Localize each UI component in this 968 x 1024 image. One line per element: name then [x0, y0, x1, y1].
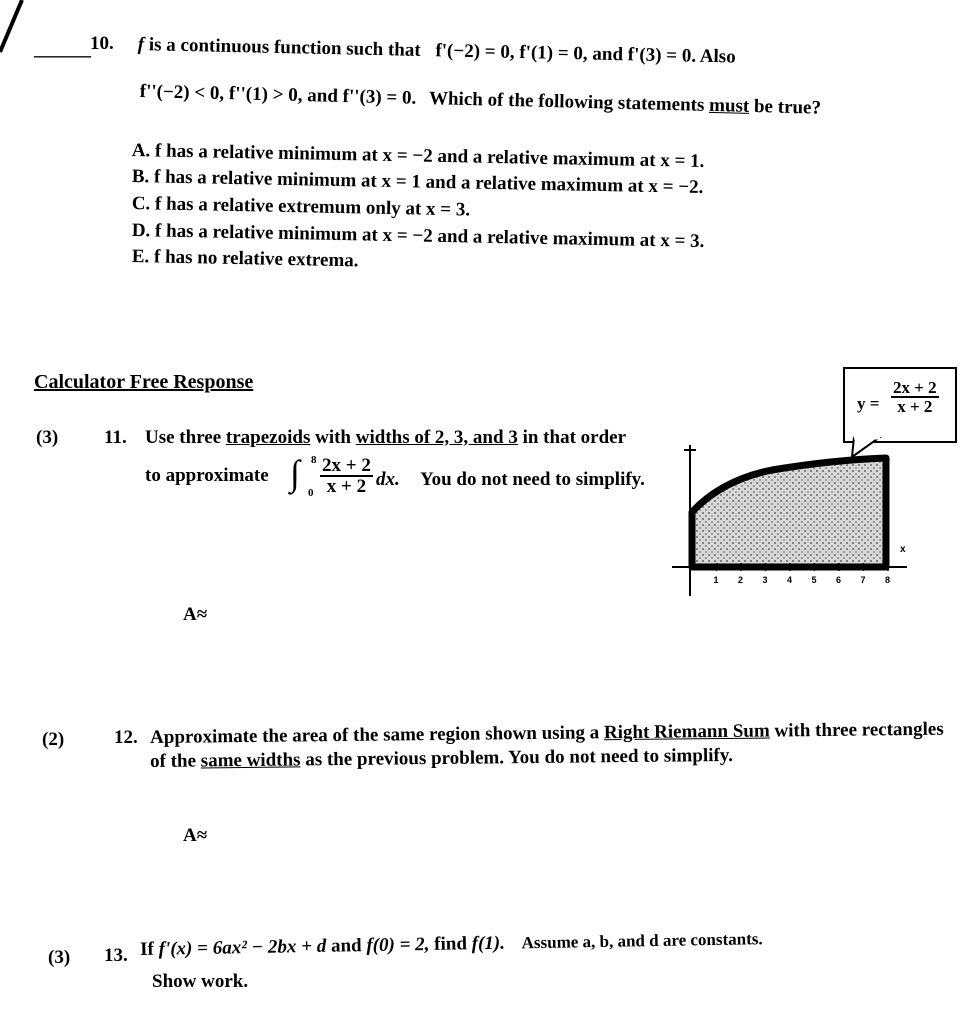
choice-letter: D. [131, 220, 151, 242]
q12-of: of the [149, 750, 197, 772]
choice-text: f has a relative minimum at x = 1 and a relative maximum at x = −2. [153, 166, 704, 198]
choice-letter: A. [131, 140, 151, 162]
x-tick-label: 1 [713, 575, 719, 585]
q12-answer: A≈ [183, 825, 208, 846]
q13-and: and [330, 935, 362, 957]
q12-line2 [150, 746, 733, 771]
x-tick-label: 6 [836, 575, 842, 585]
q10-must: must [708, 94, 750, 117]
q13-show: Show work. [152, 971, 249, 992]
choice-letter: B. [131, 166, 150, 188]
choice-letter: E. [131, 246, 150, 268]
x-axis-label: x [900, 544, 906, 555]
callout-pointer [850, 437, 890, 459]
q11-approx-label: to approximate [145, 465, 269, 486]
x-tick-label: 2 [738, 575, 744, 585]
q11-trapezoids: trapezoids [225, 427, 311, 448]
q10-blank: ______ [34, 39, 91, 60]
shaded-region [692, 458, 886, 567]
q10-choice-c [132, 193, 471, 221]
x-tick-label: 4 [787, 575, 793, 585]
integrand [320, 456, 373, 496]
q13-number: 13. [104, 945, 128, 966]
region-graph [672, 440, 917, 600]
q12-points: (2) [42, 729, 65, 750]
q13-initial: f(0) = 2, [366, 933, 430, 957]
q10-cond1: f'(−2) = 0, f'(1) = 0, and f'(3) = 0. Also [435, 40, 736, 68]
q13-if: If [139, 938, 155, 960]
q11-order: in that order [522, 427, 627, 448]
q10-cond2: f''(−2) < 0, f''(1) > 0, and f''(3) = 0. [139, 81, 417, 109]
q10-f: f [137, 34, 145, 56]
q13-derivative: f'(x) = 6ax² − 2bx + d [158, 935, 327, 960]
x-tick-label: 5 [811, 575, 817, 585]
choice-text: f has a relative minimum at x = −2 and a relative maximum at x = 3. [154, 220, 705, 252]
q11-answer: A≈ [183, 604, 208, 625]
q11-number: 11. [104, 427, 127, 448]
q12-line1 [150, 720, 944, 747]
q13-points: (3) [48, 947, 71, 968]
choice-text: f has a relative minimum at x = −2 and a relative maximum at x = 1. [154, 140, 705, 172]
callout-y: y = [857, 394, 880, 413]
q10-ask: Which of the following statements [428, 88, 705, 116]
q12-number: 12. [114, 727, 138, 748]
x-tick-label: 3 [762, 575, 768, 585]
callout-frac [891, 379, 939, 415]
choice-letter: C. [131, 193, 151, 215]
q11-simplify: You do not need to simplify. [420, 469, 645, 490]
q12-riemann: Right Riemann Sum [603, 720, 770, 744]
integral-upper: 8 [311, 454, 317, 466]
function-callout [843, 367, 957, 443]
integrand-den: x + 2 [326, 476, 367, 497]
q13-line1 [140, 929, 763, 959]
q10-stem-line1 [138, 35, 736, 67]
q12-rect: with three rectangles [774, 718, 944, 742]
integral-sign: ∫ [290, 453, 300, 493]
q12-simplify: as the previous problem. You do not need to simplify. [305, 744, 734, 771]
q10-stem: is a continuous function such that [148, 34, 421, 61]
q12-text: Approximate the area of the same region shown using a [149, 722, 600, 748]
q10-number: 10. [90, 33, 114, 54]
x-tick-label: 8 [885, 575, 891, 585]
callout-den: x + 2 [897, 397, 933, 416]
q11-with: with [315, 427, 351, 448]
q11-widths: widths of 2, 3, and 3 [355, 427, 518, 448]
q11-line1 [145, 428, 626, 447]
q13-assume: Assume a, b, and d are constants. [521, 929, 763, 953]
q13-target: f(1). [471, 932, 506, 955]
section-title: Calculator Free Response [34, 371, 254, 393]
callout-num: 2x + 2 [893, 378, 937, 397]
integral-dx: dx. [376, 469, 400, 490]
q10-choice-e [132, 246, 359, 272]
q10-stem-line2 [140, 82, 822, 118]
q10-ask-end: be true? [753, 96, 822, 119]
q11-points: (3) [36, 427, 59, 448]
x-tick-label: 7 [860, 575, 866, 585]
q13-find: find [434, 933, 468, 955]
choice-text: f has no relative extrema. [153, 246, 359, 272]
integrand-num: 2x + 2 [322, 455, 371, 476]
q12-same-widths: same widths [200, 749, 301, 772]
integral-lower: 0 [308, 487, 314, 499]
q11-text: Use three [145, 427, 222, 448]
choice-text: f has a relative extremum only at x = 3. [154, 193, 471, 221]
